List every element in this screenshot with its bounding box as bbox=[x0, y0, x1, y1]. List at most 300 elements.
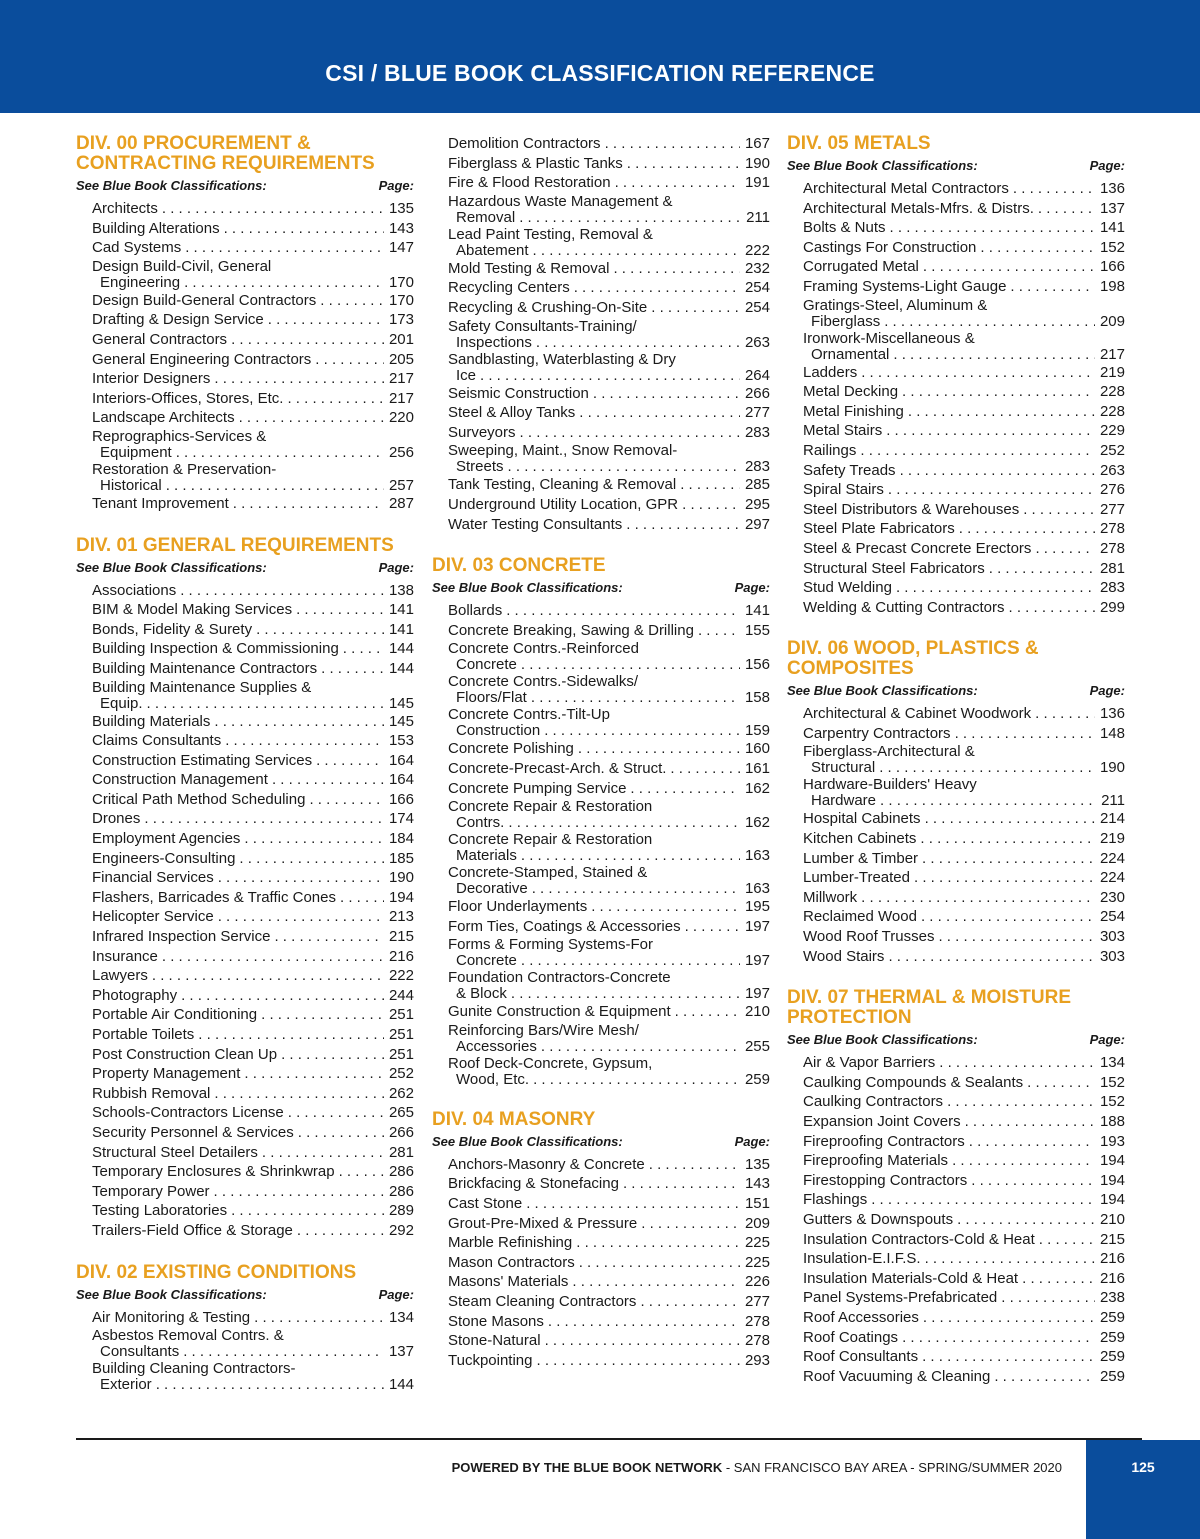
dot-leader bbox=[615, 173, 740, 193]
entry-page-number: 141 bbox=[388, 620, 414, 638]
dot-leader bbox=[627, 154, 740, 174]
dot-leader bbox=[682, 495, 740, 515]
entry-name: Millwork bbox=[803, 888, 858, 906]
dot-leader bbox=[320, 291, 384, 311]
classification-entry bbox=[92, 291, 414, 311]
dot-leader bbox=[914, 868, 1095, 888]
entry-row bbox=[92, 369, 414, 389]
entry-page-number: 136 bbox=[1099, 705, 1125, 723]
dot-leader bbox=[183, 1344, 384, 1360]
entry-row bbox=[448, 1039, 770, 1055]
classification-entry bbox=[803, 1288, 1125, 1308]
dot-leader bbox=[239, 849, 384, 869]
entry-row bbox=[803, 257, 1125, 277]
classification-entry bbox=[92, 947, 414, 967]
dot-leader bbox=[508, 459, 740, 475]
entry-page-number: 228 bbox=[1099, 402, 1125, 420]
entry-page-number: 257 bbox=[388, 476, 414, 494]
classification-list bbox=[432, 601, 770, 1088]
classification-entry bbox=[92, 809, 414, 829]
dot-leader bbox=[980, 238, 1095, 258]
division-section bbox=[76, 1263, 414, 1394]
entry-name: Construction Management bbox=[92, 771, 268, 789]
dot-leader bbox=[1008, 598, 1094, 618]
entry-row bbox=[448, 335, 770, 351]
entry-page-number: 184 bbox=[388, 830, 414, 848]
entry-page-number: 255 bbox=[744, 1037, 770, 1055]
entry-name: Air & Vapor Barriers bbox=[803, 1054, 936, 1072]
entry-page-number: 220 bbox=[388, 409, 414, 427]
entry-row bbox=[803, 907, 1125, 927]
classification-entry bbox=[92, 620, 414, 640]
entry-row bbox=[92, 927, 414, 947]
dot-leader bbox=[315, 350, 384, 370]
entry-page-number: 167 bbox=[744, 135, 770, 152]
entry-name-continued: Contrs. bbox=[456, 814, 505, 832]
entry-page-number: 145 bbox=[388, 694, 414, 712]
dot-leader bbox=[233, 494, 384, 514]
entry-name: Concrete Repair & Restoration bbox=[448, 798, 653, 816]
dot-leader bbox=[680, 475, 740, 495]
entry-page-number: 222 bbox=[744, 241, 770, 259]
dot-leader bbox=[480, 368, 740, 384]
classification-entry bbox=[448, 739, 770, 759]
entry-page-number: 191 bbox=[744, 174, 770, 192]
entry-row bbox=[803, 1230, 1125, 1250]
classification-entry bbox=[448, 1292, 770, 1312]
entry-row bbox=[92, 659, 414, 679]
entry-row bbox=[448, 1292, 770, 1312]
classification-entry bbox=[448, 673, 770, 706]
dot-leader bbox=[959, 519, 1095, 539]
entry-page-number: 299 bbox=[1099, 598, 1125, 616]
dot-leader bbox=[908, 402, 1095, 422]
classification-entry bbox=[448, 1002, 770, 1022]
classification-entry bbox=[448, 1351, 770, 1371]
dot-leader bbox=[579, 403, 740, 423]
entry-row bbox=[448, 1312, 770, 1332]
entry-name: Building Materials bbox=[92, 712, 211, 730]
dot-leader bbox=[922, 1347, 1095, 1367]
classification-entry bbox=[803, 1328, 1125, 1348]
entry-page-number: 195 bbox=[744, 898, 770, 916]
classification-entry bbox=[92, 888, 414, 908]
classification-entry bbox=[448, 1155, 770, 1175]
entry-page-number: 211 bbox=[746, 208, 770, 226]
classification-entry bbox=[92, 1123, 414, 1143]
entry-name: Fiberglass & Plastic Tanks bbox=[448, 154, 623, 172]
entry-row bbox=[803, 519, 1125, 539]
entry-page-number: 251 bbox=[388, 1045, 414, 1063]
entry-row bbox=[92, 1123, 414, 1143]
dot-leader bbox=[321, 659, 384, 679]
entry-page-number: 303 bbox=[1099, 947, 1125, 965]
dot-leader bbox=[675, 1002, 740, 1022]
entry-page-number: 190 bbox=[1099, 759, 1125, 777]
entry-page-number: 164 bbox=[388, 751, 414, 769]
entry-page-number: 238 bbox=[1099, 1289, 1125, 1307]
entry-row bbox=[803, 500, 1125, 520]
dot-leader bbox=[536, 335, 740, 351]
entry-row bbox=[803, 1132, 1125, 1152]
classification-entry bbox=[448, 475, 770, 495]
entry-page-number: 219 bbox=[1099, 830, 1125, 848]
entry-row bbox=[448, 759, 770, 779]
see-classifications-label: See Blue Book Classifications: bbox=[787, 158, 978, 173]
entry-name: Marble Refinishing bbox=[448, 1234, 573, 1252]
classification-entry bbox=[803, 578, 1125, 598]
entry-row bbox=[448, 1002, 770, 1022]
entry-page-number: 134 bbox=[1099, 1054, 1125, 1072]
entry-page-number: 266 bbox=[744, 384, 770, 402]
entry-name: Gutters & Downspouts bbox=[803, 1210, 954, 1228]
classification-entry bbox=[448, 864, 770, 897]
classification-entry bbox=[92, 790, 414, 810]
dot-leader bbox=[274, 927, 384, 947]
entry-page-number: 216 bbox=[388, 947, 414, 965]
entry-name-continued: Concrete bbox=[456, 952, 517, 970]
classification-entry bbox=[803, 559, 1125, 579]
entry-row bbox=[92, 1103, 414, 1123]
entry-page-number: 193 bbox=[1099, 1132, 1125, 1150]
entry-name: Trailers-Field Office & Storage bbox=[92, 1221, 293, 1239]
classification-entry bbox=[448, 1312, 770, 1332]
entry-row bbox=[448, 298, 770, 318]
classification-entry bbox=[92, 1221, 414, 1241]
entry-row bbox=[448, 475, 770, 495]
entry-page-number: 263 bbox=[1099, 461, 1125, 479]
classification-entry bbox=[803, 1269, 1125, 1289]
entry-row bbox=[448, 1233, 770, 1253]
classification-entry bbox=[448, 621, 770, 641]
entry-page-number: 144 bbox=[388, 659, 414, 677]
entry-name: Temporary Enclosures & Shrinkwrap bbox=[92, 1163, 335, 1181]
entry-row bbox=[803, 1171, 1125, 1191]
entry-row bbox=[92, 1221, 414, 1241]
dot-leader bbox=[343, 639, 384, 659]
entry-row bbox=[803, 760, 1125, 776]
entry-row bbox=[448, 897, 770, 917]
entry-page-number: 254 bbox=[1099, 908, 1125, 926]
entry-row bbox=[448, 779, 770, 799]
division-section bbox=[787, 134, 1125, 617]
classification-entry bbox=[803, 382, 1125, 402]
entry-page-number: 266 bbox=[388, 1123, 414, 1141]
dot-leader bbox=[218, 868, 384, 888]
classification-entry bbox=[448, 706, 770, 739]
entry-name-continued: Consultants bbox=[100, 1343, 180, 1361]
entry-page-number: 228 bbox=[1099, 383, 1125, 401]
entry-row bbox=[92, 947, 414, 967]
dot-leader bbox=[162, 947, 384, 967]
entry-page-number: 145 bbox=[388, 712, 414, 730]
classification-entry bbox=[92, 1182, 414, 1202]
see-classifications-label: See Blue Book Classifications: bbox=[787, 1032, 978, 1048]
entry-row bbox=[448, 1155, 770, 1175]
dot-leader bbox=[162, 199, 384, 219]
page-column-label: Page: bbox=[734, 1133, 770, 1149]
entry-row bbox=[803, 461, 1125, 481]
classification-entry bbox=[803, 1367, 1125, 1387]
entry-page-number: 232 bbox=[744, 259, 770, 277]
entry-page-number: 201 bbox=[388, 330, 414, 348]
entry-row bbox=[803, 1092, 1125, 1112]
entry-name: Steel & Precast Concrete Erectors bbox=[803, 539, 1032, 557]
classification-entry bbox=[803, 888, 1125, 908]
entry-page-number: 224 bbox=[1099, 869, 1125, 887]
entry-page-number: 161 bbox=[744, 759, 770, 777]
dot-leader bbox=[920, 829, 1095, 849]
division-title: DIV. 02 EXISTING CONDITIONS bbox=[76, 1261, 357, 1283]
entry-row bbox=[803, 1112, 1125, 1132]
entry-name: Reclaimed Wood bbox=[803, 908, 917, 926]
classification-entry bbox=[803, 1308, 1125, 1328]
dot-leader bbox=[544, 723, 740, 739]
classification-entry bbox=[448, 1272, 770, 1292]
entry-row bbox=[448, 953, 770, 969]
entry-name: Mason Contractors bbox=[448, 1253, 575, 1271]
entry-name: Masons' Materials bbox=[448, 1273, 569, 1291]
entry-row bbox=[803, 277, 1125, 297]
classification-list bbox=[76, 199, 414, 514]
entry-name: Reprographics-Services & bbox=[92, 427, 267, 445]
entry-row bbox=[92, 600, 414, 620]
see-classifications-label: See Blue Book Classifications: bbox=[787, 683, 978, 699]
see-classifications-label: See Blue Book Classifications: bbox=[76, 1286, 267, 1302]
entry-page-number: 210 bbox=[1099, 1210, 1125, 1228]
entry-name: Architectural Metals-Mfrs. & Distrs. bbox=[803, 199, 1034, 217]
entry-name: Steel & Alloy Tanks bbox=[448, 404, 576, 422]
classification-entry bbox=[448, 515, 770, 535]
dot-leader bbox=[176, 445, 384, 461]
dot-leader bbox=[225, 731, 384, 751]
entry-row bbox=[92, 1025, 414, 1045]
entry-row bbox=[803, 382, 1125, 402]
entry-name: Grout-Pre-Mixed & Pressure bbox=[448, 1214, 638, 1232]
dot-leader bbox=[969, 1132, 1095, 1152]
entry-name: Concrete Polishing bbox=[448, 740, 574, 758]
entry-name-continued: Hardware bbox=[811, 792, 877, 810]
dot-leader bbox=[519, 210, 741, 226]
classification-entry bbox=[448, 1253, 770, 1273]
classification-entry bbox=[448, 495, 770, 515]
dot-leader bbox=[902, 1328, 1095, 1348]
entry-row bbox=[448, 515, 770, 535]
dot-leader bbox=[902, 382, 1095, 402]
classification-list bbox=[432, 134, 770, 534]
column-3 bbox=[787, 134, 1125, 1408]
entry-row bbox=[92, 310, 414, 330]
entry-name: Insulation Contractors-Cold & Heat bbox=[803, 1230, 1035, 1248]
entry-row bbox=[803, 539, 1125, 559]
dot-leader bbox=[231, 330, 384, 350]
dot-leader bbox=[239, 408, 384, 428]
entry-row bbox=[92, 1344, 414, 1360]
entry-page-number: 224 bbox=[1099, 849, 1125, 867]
entry-name: Fire & Flood Restoration bbox=[448, 174, 611, 192]
dot-leader bbox=[533, 243, 740, 259]
entry-name: Landscape Architects bbox=[92, 409, 235, 427]
entry-row bbox=[448, 243, 770, 259]
entry-row bbox=[803, 1269, 1125, 1289]
entry-row bbox=[448, 657, 770, 673]
entry-name: Concrete Contrs.-Tilt-Up bbox=[448, 706, 610, 724]
entry-page-number: 205 bbox=[388, 350, 414, 368]
entry-name: Anchors-Masonry & Concrete bbox=[448, 1155, 645, 1173]
entry-row bbox=[92, 478, 414, 494]
dot-leader bbox=[1022, 1269, 1095, 1289]
entry-name: Hospital Cabinets bbox=[803, 810, 921, 828]
dot-leader bbox=[288, 1103, 384, 1123]
entry-name: Floor Underlayments bbox=[448, 898, 588, 916]
entry-row bbox=[803, 724, 1125, 744]
dot-leader bbox=[214, 1084, 384, 1104]
entry-name: Tuckpointing bbox=[448, 1351, 533, 1369]
see-classifications-label: See Blue Book Classifications: bbox=[76, 559, 267, 575]
dot-leader bbox=[144, 809, 384, 829]
entry-row bbox=[448, 278, 770, 298]
dot-leader bbox=[531, 690, 740, 706]
classification-entry bbox=[448, 154, 770, 174]
dot-leader bbox=[947, 1092, 1095, 1112]
dot-leader bbox=[214, 712, 384, 732]
classification-entry bbox=[92, 1064, 414, 1084]
classification-entry bbox=[92, 927, 414, 947]
entry-page-number: 152 bbox=[1099, 1073, 1125, 1091]
page-column-label: Page: bbox=[378, 178, 414, 193]
entry-name: Safety Treads bbox=[803, 461, 896, 479]
entry-row bbox=[803, 1288, 1125, 1308]
entry-page-number: 188 bbox=[1099, 1113, 1125, 1130]
entry-page-number: 166 bbox=[388, 790, 414, 808]
dot-leader bbox=[520, 423, 740, 443]
entry-page-number: 143 bbox=[388, 219, 414, 237]
dot-leader bbox=[900, 461, 1095, 481]
entry-page-number: 148 bbox=[1099, 724, 1125, 742]
entry-name: Steel Plate Fabricators bbox=[803, 520, 955, 538]
entry-row bbox=[448, 917, 770, 937]
entry-row bbox=[92, 291, 414, 311]
dot-leader bbox=[532, 881, 740, 897]
entry-row bbox=[803, 559, 1125, 579]
entry-row bbox=[803, 1328, 1125, 1348]
dot-leader bbox=[296, 600, 384, 620]
entry-name: Framing Systems-Light Gauge bbox=[803, 277, 1007, 295]
entry-name: Stone-Natural bbox=[448, 1332, 541, 1350]
entry-name-continued: Equip. bbox=[100, 694, 143, 712]
dot-leader bbox=[214, 1182, 384, 1202]
entry-row bbox=[448, 690, 770, 706]
entry-page-number: 230 bbox=[1099, 888, 1125, 906]
entry-page-number: 259 bbox=[1099, 1308, 1125, 1326]
dot-leader bbox=[860, 441, 1095, 461]
entry-name: Gratings-Steel, Aluminum & bbox=[803, 296, 988, 314]
classification-entry bbox=[803, 1190, 1125, 1210]
entry-row bbox=[803, 1151, 1125, 1171]
dot-leader bbox=[268, 310, 384, 330]
entry-page-number: 286 bbox=[388, 1163, 414, 1181]
entry-row bbox=[92, 1182, 414, 1202]
classification-entry bbox=[92, 986, 414, 1006]
classification-subheader bbox=[787, 157, 1125, 175]
entry-name: Structural Steel Fabricators bbox=[803, 559, 985, 577]
entry-name: Stone Masons bbox=[448, 1312, 544, 1330]
page-column-label: Page: bbox=[1089, 1032, 1125, 1048]
entry-page-number: 174 bbox=[388, 810, 414, 828]
classification-subheader bbox=[76, 1286, 414, 1304]
dot-leader bbox=[521, 953, 740, 969]
entry-row bbox=[448, 986, 770, 1002]
entry-name: Employment Agencies bbox=[92, 830, 241, 848]
classification-entry bbox=[448, 259, 770, 279]
classification-entry bbox=[803, 947, 1125, 967]
classification-list bbox=[76, 1308, 414, 1394]
classification-entry bbox=[92, 389, 414, 409]
classification-entry bbox=[803, 461, 1125, 481]
entry-page-number: 259 bbox=[744, 1070, 770, 1088]
entry-page-number: 278 bbox=[1099, 520, 1125, 538]
dot-leader bbox=[297, 1221, 384, 1241]
classification-entry bbox=[448, 917, 770, 937]
entry-name: Tank Testing, Cleaning & Removal bbox=[448, 476, 677, 494]
entry-name: Portable Toilets bbox=[92, 1026, 195, 1043]
entry-name: Flashings bbox=[803, 1191, 868, 1209]
entry-row bbox=[92, 751, 414, 771]
dot-leader bbox=[533, 1072, 740, 1088]
entry-row bbox=[803, 598, 1125, 618]
entry-name: Infrared Inspection Service bbox=[92, 928, 271, 946]
classification-subheader bbox=[76, 177, 414, 195]
classification-entry bbox=[448, 640, 770, 673]
dot-leader bbox=[545, 1331, 740, 1351]
entry-name-continued: Ornamental bbox=[811, 345, 890, 363]
entry-name: Security Personnel & Services bbox=[92, 1123, 294, 1141]
dot-leader bbox=[886, 421, 1095, 441]
entry-row bbox=[803, 347, 1125, 363]
entry-page-number: 151 bbox=[744, 1195, 770, 1213]
entry-name: Insulation-E.I.F.S. bbox=[803, 1250, 921, 1268]
entry-name: Mold Testing & Removal bbox=[448, 259, 610, 277]
dot-leader bbox=[896, 578, 1095, 598]
entry-page-number: 185 bbox=[388, 849, 414, 867]
dot-leader bbox=[548, 1312, 740, 1332]
dot-leader bbox=[861, 888, 1095, 908]
entry-row bbox=[803, 421, 1125, 441]
page-number: 125 bbox=[1131, 1459, 1155, 1475]
dot-leader bbox=[244, 1064, 384, 1084]
dot-leader bbox=[1039, 1230, 1095, 1250]
entry-row bbox=[92, 966, 414, 986]
entry-name: Claims Consultants bbox=[92, 732, 222, 750]
entry-page-number: 215 bbox=[388, 928, 414, 946]
entry-page-number: 197 bbox=[744, 917, 770, 935]
entry-name: Sandblasting, Waterblasting & Dry bbox=[448, 350, 676, 368]
entry-page-number: 194 bbox=[388, 888, 414, 906]
entry-page-number: 163 bbox=[744, 880, 770, 898]
entry-name: Concrete Repair & Restoration bbox=[448, 831, 653, 849]
entry-row bbox=[92, 199, 414, 219]
dot-leader bbox=[272, 770, 384, 790]
classification-entry bbox=[92, 1084, 414, 1104]
classification-entry bbox=[448, 298, 770, 318]
entry-page-number: 137 bbox=[1099, 199, 1125, 217]
entry-row bbox=[92, 330, 414, 350]
dot-leader bbox=[593, 384, 740, 404]
entry-page-number: 259 bbox=[1099, 1348, 1125, 1366]
entry-name: Caulking Compounds & Sealants bbox=[803, 1073, 1024, 1091]
entry-name-continued: Fiberglass bbox=[811, 312, 881, 330]
classification-entry bbox=[803, 199, 1125, 219]
